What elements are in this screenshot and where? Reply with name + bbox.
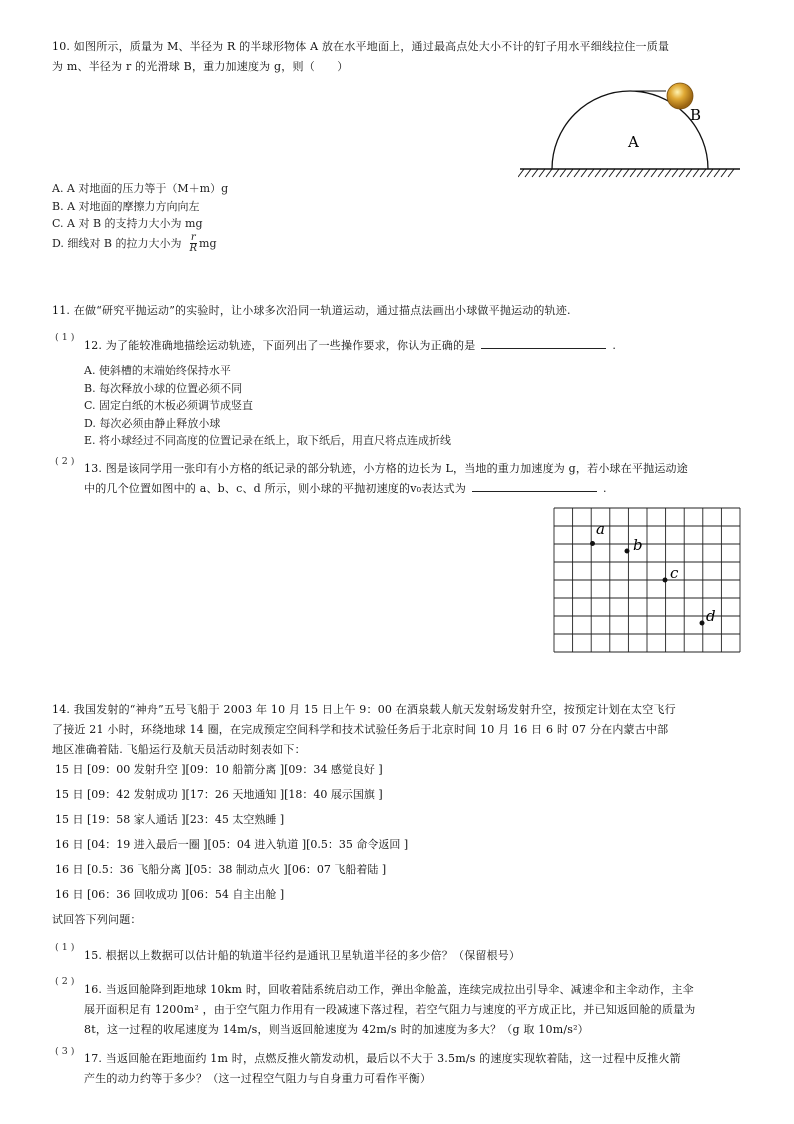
q14-stem-line3: 地区准确着陆. 飞船运行及航天员活动时刻表如下： xyxy=(52,743,306,756)
q10-option-d-suffix: mg xyxy=(199,236,217,250)
point-a xyxy=(590,541,595,546)
q13-answer-blank[interactable] xyxy=(472,479,597,492)
q10-option-b: B. A 对地面的摩擦力方向向左 xyxy=(52,199,200,213)
schedule-row: 16 日 [04：19 进入最后一圈 ][05：04 进入轨道 ][0.5：35 命令返回 ] xyxy=(55,838,409,851)
hatch-mark xyxy=(588,169,594,177)
q10-options xyxy=(52,180,228,255)
q10-fraction-den: R xyxy=(189,243,198,254)
label-point-d: d xyxy=(706,607,716,625)
q10-stem-line1: 10. 如图所示，质量为 M、半径为 R 的半球形物体 A 放在水平地面上，通过最高点处大小不计的钉子用水平细线拉住一质量 xyxy=(52,40,670,53)
hatch-mark xyxy=(644,169,650,177)
q17-sub-number: ( 3 ) xyxy=(55,1046,75,1057)
q12-option-b: B. 每次释放小球的位置必须不同 xyxy=(84,381,243,395)
hatch-mark xyxy=(518,169,524,177)
label-point-a: a xyxy=(596,520,605,538)
hatch-mark xyxy=(525,169,531,177)
q13-end: . xyxy=(603,482,607,495)
q14-prompt: 试回答下列问题： xyxy=(52,913,142,926)
q16-stem xyxy=(84,980,774,1040)
hatch-mark xyxy=(672,169,678,177)
q11-stem: 11. 在做“研究平抛运动”的实验时，让小球多次沿同一轨道运动，通过描点法画出小球做平抛运动的轨迹. xyxy=(52,304,571,317)
hatch-mark xyxy=(623,169,629,177)
point-c xyxy=(663,578,668,583)
hatch-mark xyxy=(609,169,615,177)
q17-line2: 产生的动力约等于多少？（这一过程空气阻力与自身重力可看作平衡） xyxy=(84,1072,432,1085)
label-point-b: b xyxy=(633,536,643,554)
hatch-mark xyxy=(651,169,657,177)
hatch-mark xyxy=(630,169,636,177)
q10-option-c: C. A 对 B 的支持力大小为 mg xyxy=(52,217,203,230)
hatch-mark xyxy=(546,169,552,177)
label-b: B xyxy=(690,106,702,124)
q12-stem-line xyxy=(84,336,764,356)
hatch-mark xyxy=(686,169,692,177)
q12-option-e: E. 将小球经过不同高度的位置记录在纸上，取下纸后，用直尺将点连成折线 xyxy=(84,434,452,447)
label-a: A xyxy=(628,133,639,151)
q13-stem-line2: 中的几个位置如图中的 a、b、c、d 所示，则小球的平抛初速度的v₀表达式为 xyxy=(84,482,467,495)
schedule-row: 15 日 [19：58 家人通话 ][23：45 太空熟睡 ] xyxy=(55,813,285,826)
q16-line1: 16. 当返回舱降到距地球 10km 时，回收着陆系统启动工作，弹出伞舱盖，连续完成拉出引导伞、减速伞和主伞动作，主伞 xyxy=(84,983,694,996)
q12-sub-number: ( 1 ) xyxy=(55,332,75,343)
hatch-mark xyxy=(560,169,566,177)
hatch-mark xyxy=(616,169,622,177)
schedule-row: 15 日 [09：00 发射升空 ][09：10 船箭分离 ][09：34 感觉良好 ] xyxy=(55,763,383,776)
q13-grid-figure xyxy=(553,507,743,655)
schedule-row: 15 日 [09：42 发射成功 ][17：26 天地通知 ][18：40 展示国旗 ] xyxy=(55,788,383,801)
q15-stem: 15. 根据以上数据可以估计船的轨道半径约是通讯卫星轨道半径的多少倍？（保留根号） xyxy=(84,949,521,962)
hatch-mark xyxy=(679,169,685,177)
schedule-row: 16 日 [0.5：36 飞船分离 ][05：38 制动点火 ][06：07 飞船着陆 ] xyxy=(55,863,387,876)
hatch-mark xyxy=(602,169,608,177)
point-d xyxy=(700,621,705,626)
q16-line3: 8t，这一过程的收尾速度为 14m/s，则当返回舱速度为 42m/s 时的加速度为多大？（g 取 10m/s²） xyxy=(84,1023,589,1036)
hatch-mark xyxy=(728,169,734,177)
q10-option-a: A. A 对地面的压力等于（M＋m）g xyxy=(52,182,229,195)
q14-stem-line2: 了接近 21 小时，环绕地球 14 圈，在完成预定空间科学和技术试验任务后于北京时间 10 月 16 日 6 时 07 分在内蒙古中部 xyxy=(52,723,669,736)
hatch-mark xyxy=(658,169,664,177)
hatch-mark xyxy=(665,169,671,177)
q13-stem xyxy=(84,459,774,499)
hatch-mark xyxy=(714,169,720,177)
hatch-mark xyxy=(637,169,643,177)
q10-figure xyxy=(518,78,744,184)
hatch-mark xyxy=(595,169,601,177)
q14-stem xyxy=(52,700,752,760)
q14-schedule xyxy=(55,757,408,907)
q15-sub-number: ( 1 ) xyxy=(55,942,75,953)
hatch-mark xyxy=(567,169,573,177)
q12-options xyxy=(84,362,451,450)
hatch-mark xyxy=(693,169,699,177)
q13-stem-line1: 13. 图是该同学用一张印有小方格的纸记录的部分轨迹，小方格的边长为 L，当地的重力加速度为 g，若小球在平抛运动途 xyxy=(84,462,688,475)
hatch-mark xyxy=(721,169,727,177)
q10-stem-line2: 为 m、半径为 r 的光滑球 B，重力加速度为 g，则（ ） xyxy=(52,60,349,73)
schedule-row: 16 日 [06：36 回收成功 ][06：54 自主出舱 ] xyxy=(55,888,285,901)
q17-line1: 17. 当返回舱在距地面约 1m 时，点燃反推火箭发动机，最后以不大于 3.5m/s 的速度实现软着陆，这一过程中反推火箭 xyxy=(84,1052,681,1065)
q17-stem xyxy=(84,1049,774,1089)
q16-sub-number: ( 2 ) xyxy=(55,976,75,987)
q12-option-a: A. 使斜槽的末端始终保持水平 xyxy=(84,364,231,377)
hatch-mark xyxy=(707,169,713,177)
q12-stem: 12. 为了能较准确地描绘运动轨迹，下面列出了一些操作要求，你认为正确的是 xyxy=(84,339,476,352)
hatch-mark xyxy=(553,169,559,177)
ground-hatching xyxy=(518,169,734,177)
q10-stem xyxy=(52,37,752,77)
q10-fraction-num: r xyxy=(190,232,196,243)
grid-lines xyxy=(554,508,740,652)
q14-stem-line1: 14. 我国发射的“神舟”五号飞船于 2003 年 10 月 15 日上午 9：00 在酒泉载人航天发射场发射升空，按预定计划在太空飞行 xyxy=(52,703,676,716)
label-point-c: c xyxy=(670,564,679,582)
q13-sub-number: ( 2 ) xyxy=(55,456,75,467)
q16-line2: 展开面积足有 1200m² ，由于空气阻力作用有一段减速下落过程，若空气阻力与速度的平方成正比，并已知返回舱的质量为 xyxy=(84,1003,696,1016)
hatch-mark xyxy=(700,169,706,177)
hatch-mark xyxy=(574,169,580,177)
q10-option-d xyxy=(52,233,228,255)
q12-option-d: D. 每次必须由静止释放小球 xyxy=(84,416,221,430)
q10-option-d-prefix: D. 细线对 B 的拉力大小为 xyxy=(52,236,182,250)
hatch-mark xyxy=(532,169,538,177)
point-b xyxy=(625,549,630,554)
q10-option-d-fraction xyxy=(190,233,198,254)
q12-end: . xyxy=(612,339,617,352)
hatch-mark xyxy=(539,169,545,177)
q12-option-c: C. 固定白纸的木板必须调节成竖直 xyxy=(84,399,254,412)
hatch-mark xyxy=(581,169,587,177)
q12-answer-blank[interactable] xyxy=(481,336,606,349)
